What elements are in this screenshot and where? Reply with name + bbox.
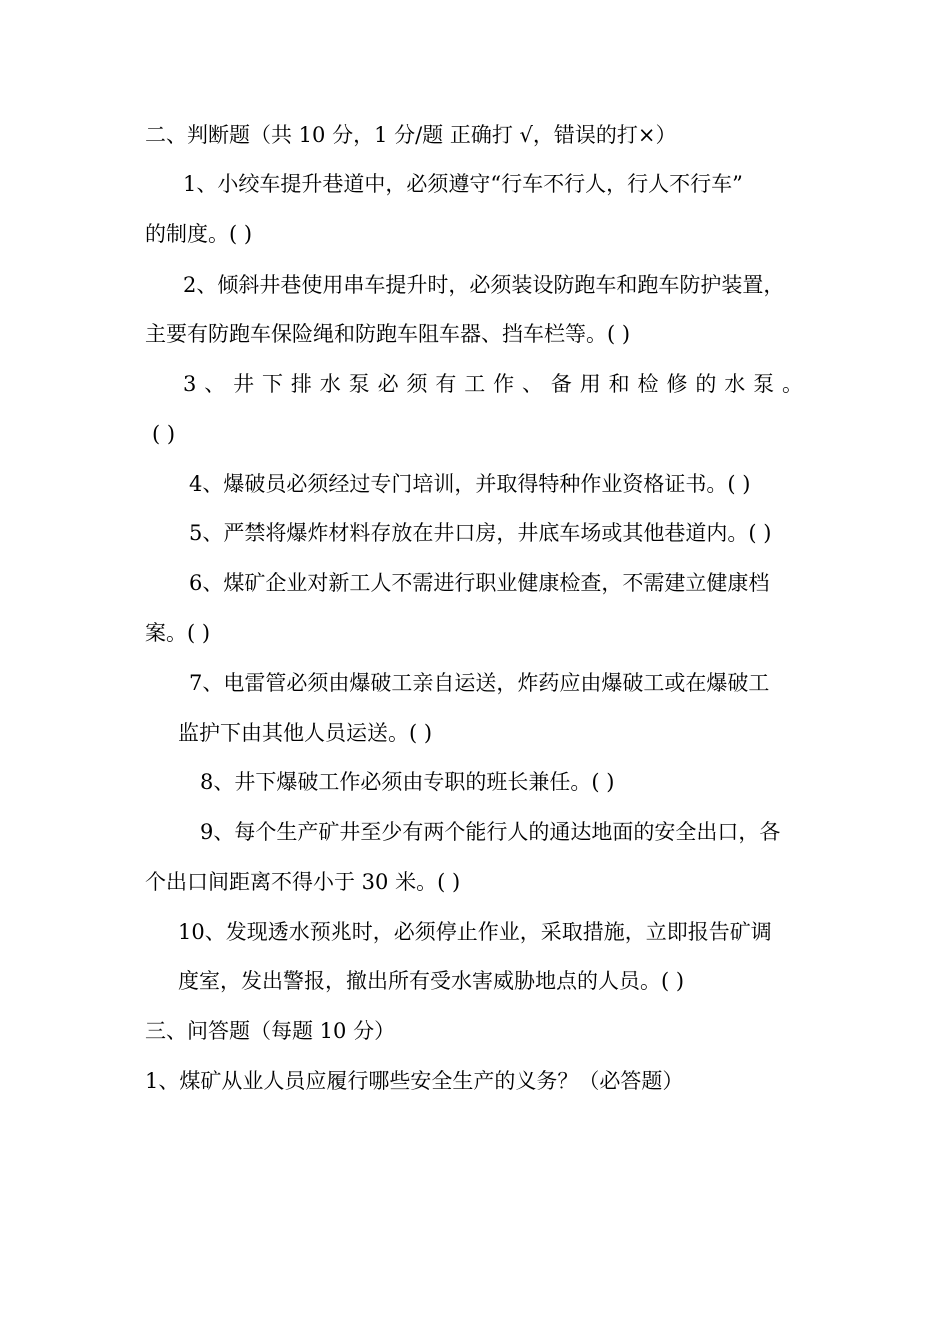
question-7-line-2: 监护下由其他人员运送。( ) (178, 721, 433, 745)
question-9-line-1: 9、每个生产矿井至少有两个能行人的通达地面的安全出口，各 (200, 820, 781, 844)
question-9-line-2: 个出口间距离不得小于 30 米。( ) (145, 870, 461, 894)
question-6-line-2: 案。( ) (145, 621, 211, 645)
essay-question-1: 1、煤矿从业人员应履行哪些安全生产的义务？（必答题） (145, 1069, 684, 1093)
question-8-line-1: 8、井下爆破工作必须由专职的班长兼任。( ) (200, 770, 615, 794)
question-2-line-2: 主要有防跑车保险绳和防跑车阻车器、挡车栏等。( ) (145, 322, 631, 346)
question-5-line-1: 5、严禁将爆炸材料存放在井口房，井底车场或其他巷道内。( ) (189, 521, 772, 545)
qa-section-heading: 三、问答题（每题 10 分） (145, 1019, 396, 1043)
question-6-line-1: 6、煤矿企业对新工人不需进行职业健康检查，不需建立健康档 (189, 571, 770, 595)
question-3-line-2: ( ) (152, 422, 176, 446)
question-2-line-1: 2、倾斜井巷使用串车提升时，必须装设防跑车和跑车防护装置， (183, 273, 785, 297)
question-3-line-1: 3、井下排水泵必须有工作、备用和检修的水泵。 (183, 372, 803, 396)
question-1-line-2: 的制度。( ) (145, 222, 253, 246)
question-7-line-1: 7、电雷管必须由爆破工亲自运送，炸药应由爆破工或在爆破工 (189, 671, 770, 695)
judge-section-heading: 二、判断题（共 10 分，1 分/题 正确打 √，错误的打×） (145, 123, 677, 147)
question-1-line-1: 1、小绞车提升巷道中，必须遵守“行车不行人，行人不行车” (183, 172, 743, 196)
question-10-line-1: 10、发现透水预兆时，必须停止作业，采取措施，立即报告矿调 (178, 920, 772, 944)
question-4-line-1: 4、爆破员必须经过专门培训，并取得特种作业资格证书。( ) (189, 472, 751, 496)
question-10-line-2: 度室，发出警报，撤出所有受水害威胁地点的人员。( ) (178, 969, 685, 993)
